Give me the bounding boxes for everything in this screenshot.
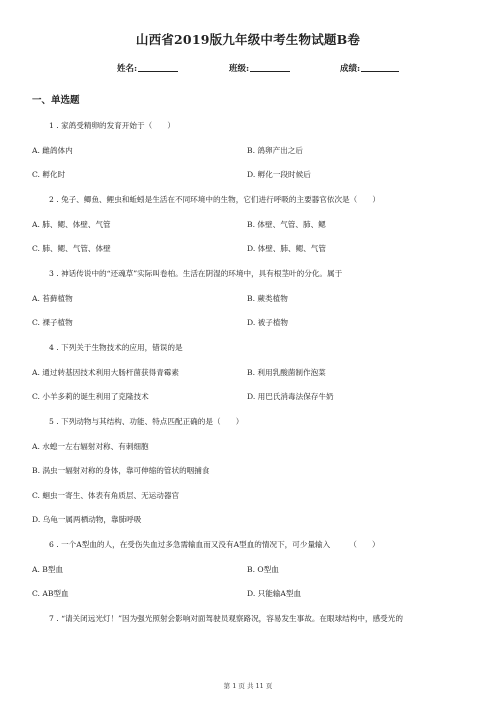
student-info-row: [0, 62, 496, 76]
option-2a[interactable]: A. 肺、鳃、体壁、气管: [32, 220, 111, 229]
option-5b[interactable]: B. 涡虫一辐射对称的身体，靠可伸缩的管状的咽捕食: [32, 466, 210, 475]
question-2: 2 . 兔子、鲫鱼、鲤虫和蚯蚓是生活在不同环境中的生物，它们进行呼吸的主要器官依次是（ ）: [49, 195, 381, 204]
option-2b[interactable]: B. 体壁、气管、肺、鳃: [247, 220, 326, 229]
option-1d[interactable]: D. 孵化一段时候后: [247, 170, 311, 179]
option-3d[interactable]: D. 被子植物: [247, 318, 289, 327]
score-field[interactable]: [340, 62, 399, 74]
question-1: 1 . 家鸽受精卵的发育开始于（ ）: [49, 121, 175, 130]
option-6d[interactable]: D. 只能输A型血: [247, 589, 302, 598]
option-3a[interactable]: A. 苔藓植物: [32, 294, 73, 303]
class-field[interactable]: [229, 62, 290, 74]
question-3: 3 . 神话传说中的“还魂草”实际叫卷柏。生活在阴湿的环境中，具有根茎叶的分化。属于: [49, 269, 343, 278]
option-6c[interactable]: C. AB型血: [32, 589, 69, 598]
question-6: 6 . 一个A型血的人，在受伤失血过多急需输血而又没有A型血的情况下，可少量输入 （ ）: [49, 540, 380, 549]
name-field[interactable]: [117, 62, 178, 74]
option-4b[interactable]: B. 利用乳酸菌制作泡菜: [247, 368, 326, 377]
option-5a[interactable]: A. 水螅一左右辐射对称、有刺细胞: [32, 442, 149, 451]
class-blank[interactable]: [250, 62, 290, 72]
option-4a[interactable]: A. 通过转基因技术利用大肠杆菌获得青霉素: [32, 368, 179, 377]
option-4c[interactable]: C. 小羊多莉的诞生利用了克隆技术: [32, 392, 149, 401]
option-5d[interactable]: D. 乌龟一属两栖动物，靠肺呼吸: [32, 515, 142, 524]
option-4d[interactable]: D. 用巴氏消毒法保存牛奶: [247, 392, 334, 401]
question-5: 5 . 下列动物与其结构、功能、特点匹配正确的是（ ）: [49, 417, 244, 426]
option-3c[interactable]: C. 裸子植物: [32, 318, 73, 327]
document-title: 山西省2019版九年级中考生物试题B卷: [135, 32, 361, 47]
option-2d[interactable]: D. 体壁、肺、鳃、气管: [247, 244, 326, 253]
score-label: 成绩:: [340, 64, 361, 74]
page-footer: 第 1 页 共 11 页: [223, 682, 273, 690]
option-3b[interactable]: B. 蕨类植物: [247, 294, 288, 303]
name-blank[interactable]: [138, 62, 178, 72]
option-1c[interactable]: C. 孵化时: [32, 170, 66, 179]
question-4: 4 . 下列关于生物技术的应用，错误的是: [49, 343, 183, 352]
question-7: 7 . “请关闭远光灯！”因为强光照射会影响对面驾驶员观察路况，容易发生事故。在眼球结构中，感受光的: [49, 614, 403, 623]
option-6b[interactable]: B. O型血: [247, 565, 279, 574]
option-2c[interactable]: C. 肺、鳃、气管、体壁: [32, 244, 111, 253]
option-6a[interactable]: A. B型血: [32, 565, 64, 574]
option-1a[interactable]: A. 雌鸽体内: [32, 146, 73, 155]
section-title: 一、单选题: [32, 95, 80, 106]
score-blank[interactable]: [361, 62, 399, 72]
name-label: 姓名:: [117, 64, 138, 74]
class-label: 班级:: [229, 64, 250, 74]
option-1b[interactable]: B. 鸽卵产出之后: [247, 146, 303, 155]
option-5c[interactable]: C. 蛔虫一寄生、体表有角质层、无运动器官: [32, 491, 180, 500]
